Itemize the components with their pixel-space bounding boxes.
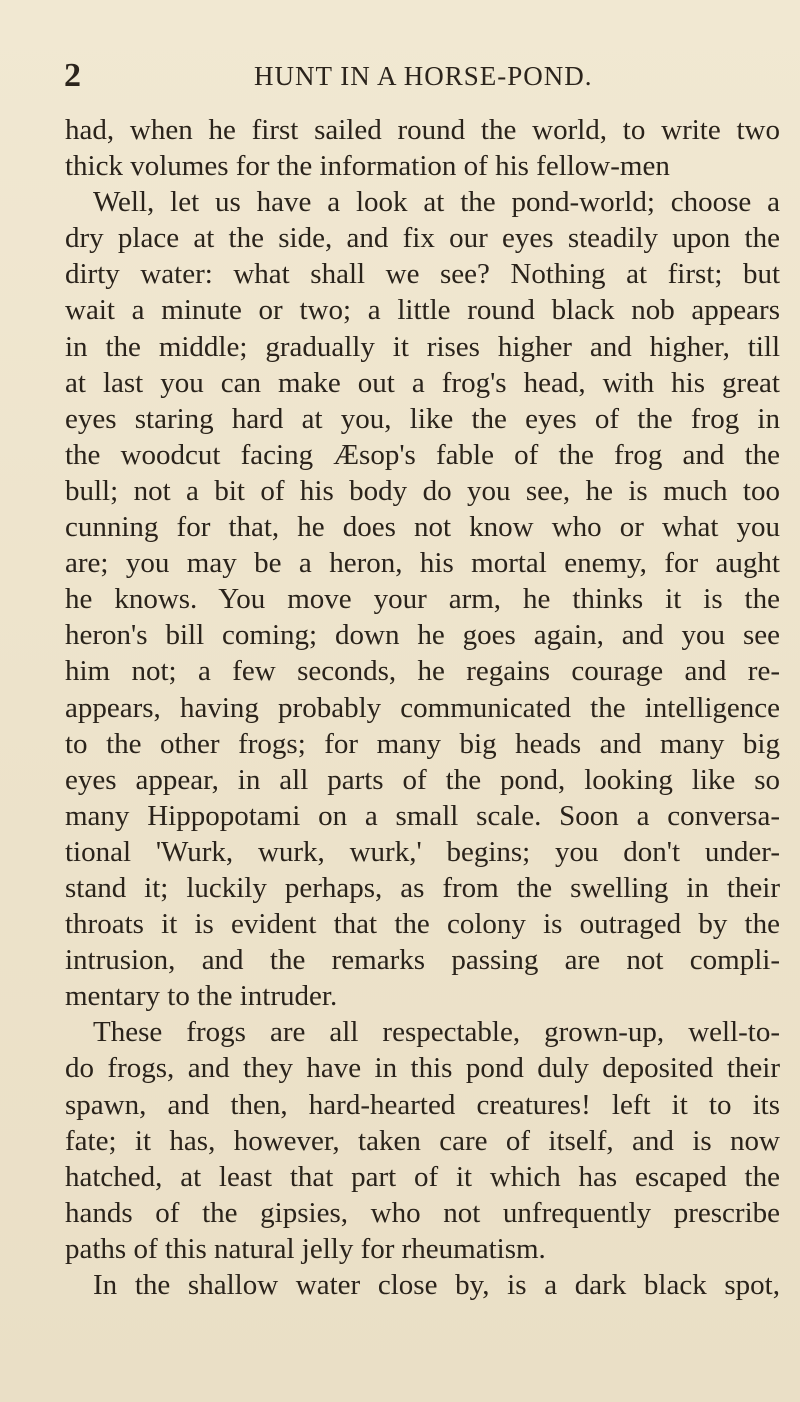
text-line: intrusion, and the remarks passing are not compli- (65, 944, 780, 977)
running-head: HUNT IN A HORSE-POND. (254, 61, 593, 91)
text-line: mentary to the intruder. (65, 980, 338, 1013)
text-line: Well, let us have a look at the pond-world; choose a (93, 186, 780, 219)
text-line: many Hippopotami on a small scale. Soon a conversa- (65, 799, 780, 832)
text-line: cunning for that, he does not know who or what you (65, 511, 780, 544)
text-line: hands of the gipsies, who not unfrequently prescribe (65, 1196, 780, 1229)
text-line: throats it is evident that the colony is outraged by the (65, 908, 780, 941)
page-number: 2 (64, 57, 81, 94)
text-line: at last you can make out a frog's head, with his great (65, 366, 780, 399)
text-line: do frogs, and they have in this pond duly deposited their (65, 1052, 780, 1085)
text-line: dry place at the side, and fix our eyes steadily upon the (65, 222, 780, 255)
text-line: thick volumes for the information of his fellow-men (65, 150, 670, 183)
text-line: paths of this natural jelly for rheumatism. (65, 1232, 546, 1265)
text-line: tional 'Wurk, wurk, wurk,' begins; you don't under- (65, 835, 780, 868)
text-line: he knows. You move your arm, he thinks it is the (65, 583, 780, 616)
text-line: had, when he first sailed round the world, to write two (65, 114, 780, 146)
text-line: In the shallow water close by, is a dark black spot, (93, 1269, 780, 1301)
text-line: eyes appear, in all parts of the pond, looking like so (65, 763, 780, 796)
text-line: These frogs are all respectable, grown-up, well-to- (93, 1016, 780, 1049)
text-line: spawn, and then, hard-hearted creatures! left it to its (65, 1088, 780, 1121)
text-line: fate; it has, however, taken care of itself, and is now (65, 1124, 780, 1157)
body-text (65, 112, 780, 1303)
text-line: in the middle; gradually it rises higher and higher, till (65, 330, 780, 363)
text-line: hatched, at least that part of it which has escaped the (65, 1160, 780, 1193)
text-line: bull; not a bit of his body do you see, he is much too (65, 474, 780, 507)
text-line: dirty water: what shall we see? Nothing at first; but (65, 258, 780, 291)
text-line: stand it; luckily perhaps, as from the swelling in their (65, 871, 780, 904)
text-line: wait a minute or two; a little round black nob appears (65, 294, 780, 327)
text-line: to the other frogs; for many big heads and many big (65, 727, 780, 760)
text-line: heron's bill coming; down he goes again, and you see (65, 619, 780, 652)
text-line: are; you may be a heron, his mortal enemy, for aught (65, 547, 780, 580)
text-line: him not; a few seconds, he regains courage and re- (65, 655, 780, 688)
text-line: the woodcut facing Æsop's fable of the frog and the (65, 438, 780, 471)
text-line: appears, having probably communicated the intelligence (65, 691, 780, 724)
text-line: eyes staring hard at you, like the eyes of the frog in (65, 402, 780, 435)
page-header (64, 56, 764, 96)
